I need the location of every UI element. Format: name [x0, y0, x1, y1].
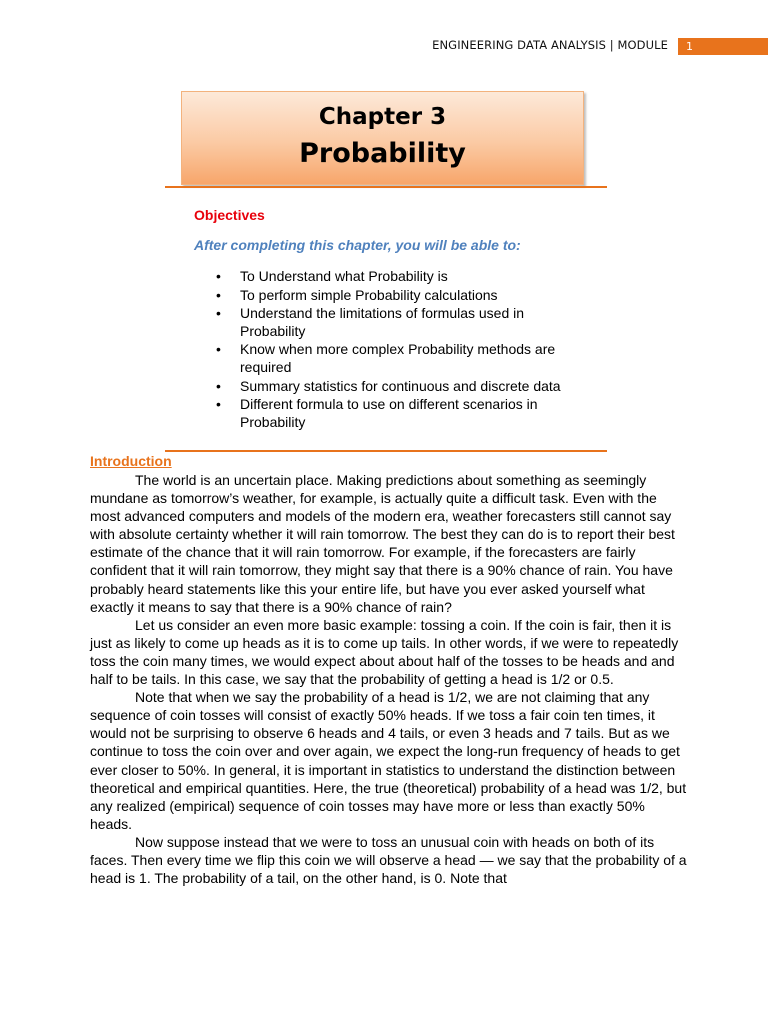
list-item: • To Understand what Probability is: [216, 268, 586, 286]
list-item: • To perform simple Probability calculations: [216, 287, 586, 305]
page-number: 1: [678, 38, 768, 55]
list-item: • Summary statistics for continuous and discrete data: [216, 378, 586, 396]
objectives-list: [216, 268, 586, 432]
list-item: • Know when more complex Probability methods are required: [216, 341, 586, 376]
list-item: • Understand the limitations of formulas used in Probability: [216, 305, 586, 340]
paragraph: The world is an uncertain place. Making predictions about something as seemingly mundane as tomorrow’s weather, for example, is actually quite a difficult task. Even with the most advanced computers and models of the modern era, weather forecasters still cannot say with absolute certainty whether it will rain tomorrow. The best they can do is to report their best estimate of the chance that it will rain tomorrow. For example, if the forecasters are fairly confident that it will rain tomorrow, they might say that there is a 90% chance of rain. You have probably heard statements like this your entire life, but have you ever asked yourself what exactly it means to say that there is a 90% chance of rain?: [90, 472, 675, 615]
introduction-body: [90, 471, 690, 887]
chapter-title-box: [181, 91, 584, 185]
chapter-title: Probability: [299, 138, 466, 169]
objectives-subheading: After completing this chapter, you will be able to:: [194, 237, 521, 253]
page-header: [0, 38, 768, 56]
paragraph: Let us consider an even more basic example: tossing a coin. If the coin is fair, then it is just as likely to come up heads as it is to come up tails. In other words, if we were to repeatedly toss the coin many times, we would expect about about half of the tosses to be heads and and half to be tails. In this case, we say that the probability of getting a head is 1/2 or 0.5.: [90, 616, 679, 688]
divider-top: [165, 186, 607, 188]
list-item: • Different formula to use on different scenarios in Probability: [216, 396, 586, 431]
paragraph: Note that when we say the probability of a head is 1/2, we are not claiming that any sequence of coin tosses will consist of exactly 50% heads. If we toss a fair coin ten times, it would not be surprising to observe 6 heads and 4 tails, or even 3 heads and 7 tails. But as we continue to toss the coin over and over again, we expect the long-run frequency of heads to get ever closer to 50%. In general, it is important in statistics to understand the distinction between theoretical and empirical quantities. Here, the true (theoretical) probability of a head was 1/2, but any realized (empirical) sequence of coin tosses may have more or less than exactly 50% heads.: [90, 689, 687, 832]
introduction-heading: Introduction: [90, 453, 172, 469]
running-title: ENGINEERING DATA ANALYSIS | MODULE: [432, 38, 668, 52]
divider-bottom: [165, 450, 607, 452]
chapter-number: Chapter 3: [318, 104, 447, 130]
paragraph: Now suppose instead that we were to toss an unusual coin with heads on both of its faces. Then every time we flip this coin we will observe a head — we say that the probability of a head is 1. The probability of a tail, on the other hand, is 0. Note that: [90, 833, 687, 887]
objectives-heading: Objectives: [194, 207, 265, 223]
